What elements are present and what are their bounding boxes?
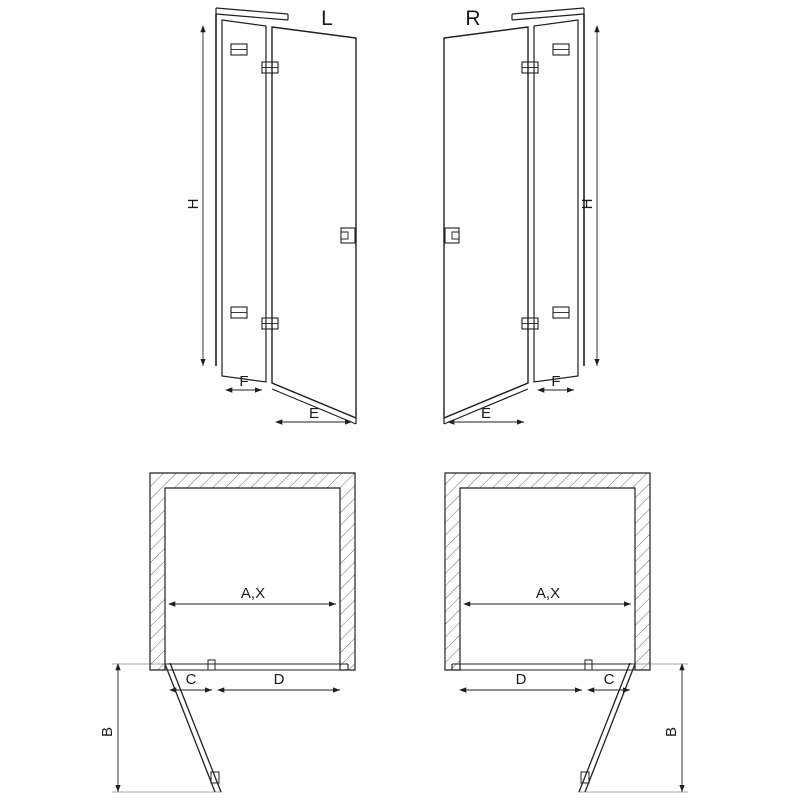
room-outline-r [460, 488, 635, 670]
elevation-right-view [444, 7, 597, 424]
pivot-marker [208, 660, 215, 670]
dim-label-D: D [273, 671, 285, 688]
dim-label-E: E [308, 405, 320, 422]
variant-label-R: R [465, 7, 481, 30]
dim-label-D-r: D [515, 671, 527, 688]
dim-label-AX: A,X [240, 585, 266, 602]
top-edge-line-r [512, 8, 584, 14]
dim-label-F-r: F [551, 373, 561, 390]
door-panel-r [444, 27, 528, 418]
room-outline [165, 488, 340, 670]
dim-label-C-r: C [603, 671, 615, 688]
door-panel [272, 27, 356, 418]
hinge-bottom-r [522, 307, 569, 329]
wall-hatch-r [445, 473, 650, 670]
variant-label-L: L [321, 7, 333, 30]
hinge-bottom [231, 307, 278, 329]
pivot-marker-r [585, 660, 592, 670]
plan-right-view [445, 473, 688, 792]
dim-label-AX-r: A,X [535, 585, 561, 602]
wall-hatch [150, 473, 355, 670]
dim-label-H: H [185, 198, 202, 210]
top-edge-line [216, 8, 288, 14]
plan-left-view [99, 473, 355, 792]
dim-label-C: C [185, 671, 197, 688]
dim-label-B: B [99, 726, 116, 738]
dim-label-F: F [239, 373, 249, 390]
fixed-panel-r [534, 20, 578, 382]
elevation-left-view [185, 7, 356, 424]
door-handle-icon [341, 228, 355, 243]
top-edge-line-r2 [512, 14, 584, 20]
hinge-top [231, 44, 278, 73]
hinge-top-r [522, 44, 569, 73]
fixed-panel [222, 20, 266, 382]
door-handle-icon-r [445, 228, 459, 243]
dim-label-E-r: E [480, 405, 492, 422]
top-edge-line-2 [216, 14, 288, 20]
dim-label-B-r: B [663, 726, 680, 738]
dim-label-H-r: H [579, 198, 596, 210]
